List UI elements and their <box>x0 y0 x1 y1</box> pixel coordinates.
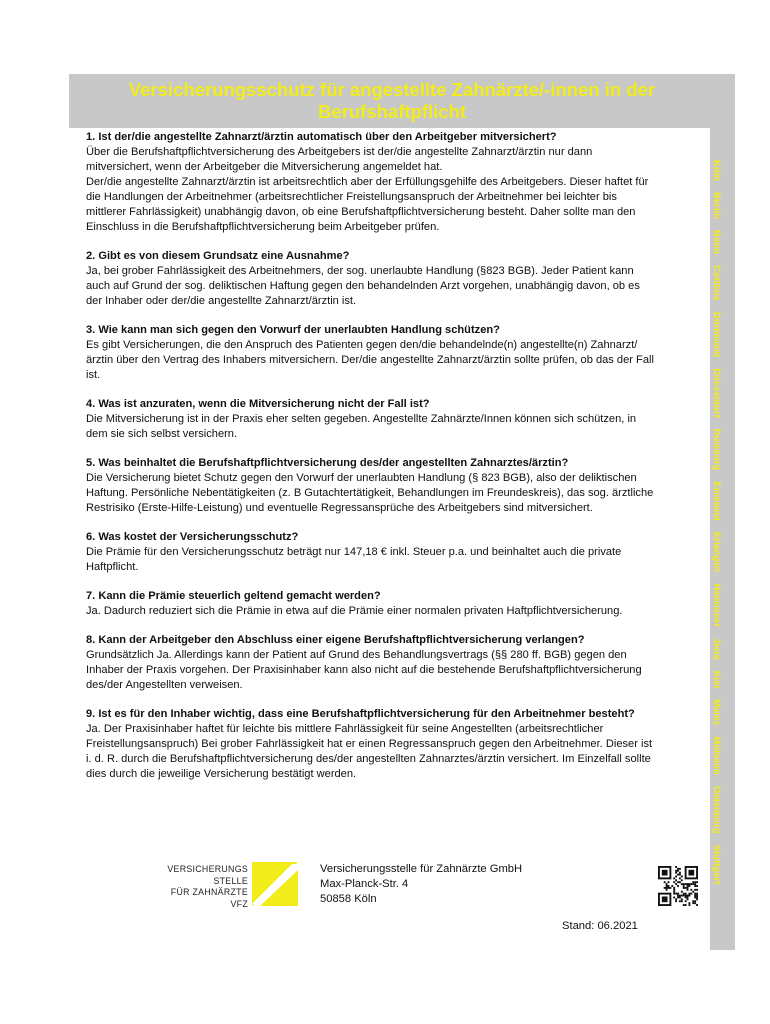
faq-answer: Ja, bei grober Fahrlässigkeit des Arbeitnehmers, der sog. unerlaubte Handlung (§823 BGB). Jeder Patient kann auch auf Grund der sog. deliktischen Haftung gegen den behandelnden Arzt vorgehen, unabhängig davon, ob es der Inhaber oder der/die angestellte Zahnarzt/ärztin ist. <box>86 265 640 307</box>
faq-item <box>86 456 656 516</box>
faq-answer: Die Prämie für den Versicherungsschutz beträgt nur 147,18 € inkl. Steuer p.a. und beinhaltet auch die private Haftpflicht. <box>86 546 622 573</box>
faq-question: 4. Was ist anzuraten, wenn die Mitversicherung nicht der Fall ist? <box>86 398 430 410</box>
faq-answer: Ja. Dadurch reduziert sich die Prämie in etwa auf die Prämie einer normalen privaten Haftpflichtversicherung. <box>86 605 623 617</box>
city-label: Köln <box>712 160 722 182</box>
faq-question: 3. Wie kann man sich gegen den Vorwurf der unerlaubten Handlung schützen? <box>86 324 500 336</box>
faq-question: 1. Ist der/die angestellte Zahnarzt/ärztin automatisch über den Arbeitgeber mitversichert? <box>86 131 557 143</box>
faq-question: 6. Was kostet der Versicherungsschutz? <box>86 531 299 543</box>
faq-answer: Grundsätzlich Ja. Allerdings kann der Patient auf Grund des Behandlungsvertrags (§§ 280 ff. BGB) gegen den Inhaber der Praxis vorgehen. Der Praxisinhaber kann also nicht auf die bestehende Berufshaftpflichtversicherung des/der Angestellten verweisen. <box>86 649 642 691</box>
city-label: Bonn <box>712 230 722 255</box>
city-label: Cottbus <box>712 265 722 301</box>
street: Max-Planck-Str. 4 <box>320 878 409 890</box>
faq-question: 5. Was beinhaltet die Berufshaftpflichtversicherung des/der angestellten Zahnarztes/ärztin? <box>86 457 569 469</box>
qr-code-icon[interactable] <box>657 866 699 906</box>
faq-answer: Ja. Der Praxisinhaber haftet für leichte bis mittlere Fahrlässigkeit für seine Angestellten (arbeitsrechtlicher Freistellungsanspruch) Bei grober Fahrlässigkeit hat er einen Regressanspruch gegen den Arbeitnehmer. Dieser ist i. d. R. durch die Berufshaftpflichtversicherung des/der angestellten Zahnarztes/ärztin versichert. Im Einzelfall sollte dies durch die jeweilige Versicherung bestätigt werden. <box>86 723 653 780</box>
city-label: Stuttgart <box>712 844 722 885</box>
city-zip: 50858 Köln <box>320 893 377 905</box>
faq-item <box>86 589 656 619</box>
logo-line: VERSICHERUNGS <box>167 864 248 874</box>
city-label: Jena <box>712 638 722 660</box>
city-label: Berlin <box>712 192 722 220</box>
faq-answer: Über die Berufshaftpflichtversicherung des Arbeitgebers ist der/die angestellte Zahnarzt/ärztin nur dann mitversichert, wenn der Arbeitgeber die Mitversicherung angemeldet hat. Der/die angestellte Zahnarzt/ärztin ist arbeitsrechtlich aber der Erfüllungsgehilfe des Arbeitgebers. Dieser haftet für die Handlungen der Arbeitnehmer (arbeitsrechtlicher Freistellungsanspruch der Arbeitnehmer bei leichter bis mittlerer Fahrlässigkeit) unabhängig davon, ob eine Berufshaftpflichtversicherung besteht. Daher sollte man den Einschluss in die Berufshaftpflichtversicherung beim Arbeitgeber prüfen. <box>86 146 649 233</box>
faq-content <box>86 130 656 796</box>
logo-line: STELLE <box>213 875 248 886</box>
faq-item <box>86 323 656 383</box>
city-label: Mülheim <box>712 736 722 775</box>
city-label: Mainz <box>712 699 722 726</box>
city-label: Düsseldorf <box>712 368 722 418</box>
company-name: Versicherungsstelle für Zahnärzte GmbH <box>320 863 523 875</box>
city-label: Duisburg <box>712 428 722 471</box>
faq-item <box>86 707 656 782</box>
vfz-logo-icon <box>252 862 298 906</box>
faq-answer: Es gibt Versicherungen, die den Anspruch des Patienten gegen den/die behandelnde(n) angestellte(n) Zahnarzt/ärztin über den Vertrag des Inhabers mitversichern. Der/die angestellte Zahnarzt/ärztin sollte prüfen, ob das der Fall ist. <box>86 339 654 381</box>
faq-question: 2. Gibt es von diesem Grundsatz eine Ausnahme? <box>86 250 350 262</box>
city-label: Dortmund <box>712 312 722 358</box>
company-address <box>320 862 522 907</box>
faq-item <box>86 530 656 575</box>
logo-line: FÜR ZAHNÄRZTE <box>170 887 248 897</box>
city-label: Erlangen <box>712 531 722 573</box>
city-label: Oldenburg <box>712 785 722 834</box>
faq-question: 9. Ist es für den Inhaber wichtig, dass eine Berufshaftpflichtversicherung für den Arbeitnehmer besteht? <box>86 708 635 720</box>
vfz-logo-text <box>150 864 248 910</box>
faq-item <box>86 633 656 693</box>
faq-question: 8. Kann der Arbeitgeber den Abschluss einer eigene Berufshaftpflichtversicherung verlangen? <box>86 634 585 646</box>
faq-answer: Die Mitversicherung ist in der Praxis eher selten gegeben. Angestellte Zahnärzte/Innen können sich schützen, in dem sie sich selbst versichern. <box>86 413 637 440</box>
faq-answer: Die Versicherung bietet Schutz gegen den Vorwurf der unerlaubten Handlung (§ 823 BGB), also der deliktischen Haftung. Persönliche Nebentätigkeiten (z. B Gutachtertätigkeit, Behandlungen im Freundeskreis), das sog. ärztliche Restrisiko (Erste-Hilfe-Leistung) und eventuelle Regressansprüche des Arbeitgebers sind mitversichert. <box>86 472 654 514</box>
page-title: Versicherungsschutz für angestellte Zahnärzte/-innen in der Berufshaftpflicht <box>128 79 656 122</box>
faq-item <box>86 397 656 442</box>
faq-item <box>86 249 656 309</box>
city-label: Kiel <box>712 670 722 689</box>
faq-item <box>86 130 656 235</box>
logo-line: VFZ <box>230 898 248 909</box>
revision-date: Stand: 06.2021 <box>562 920 638 932</box>
city-label: Hannover <box>712 583 722 628</box>
faq-question: 7. Kann die Prämie steuerlich geltend gemacht werden? <box>86 590 381 602</box>
city-label: Emsland <box>712 481 722 521</box>
